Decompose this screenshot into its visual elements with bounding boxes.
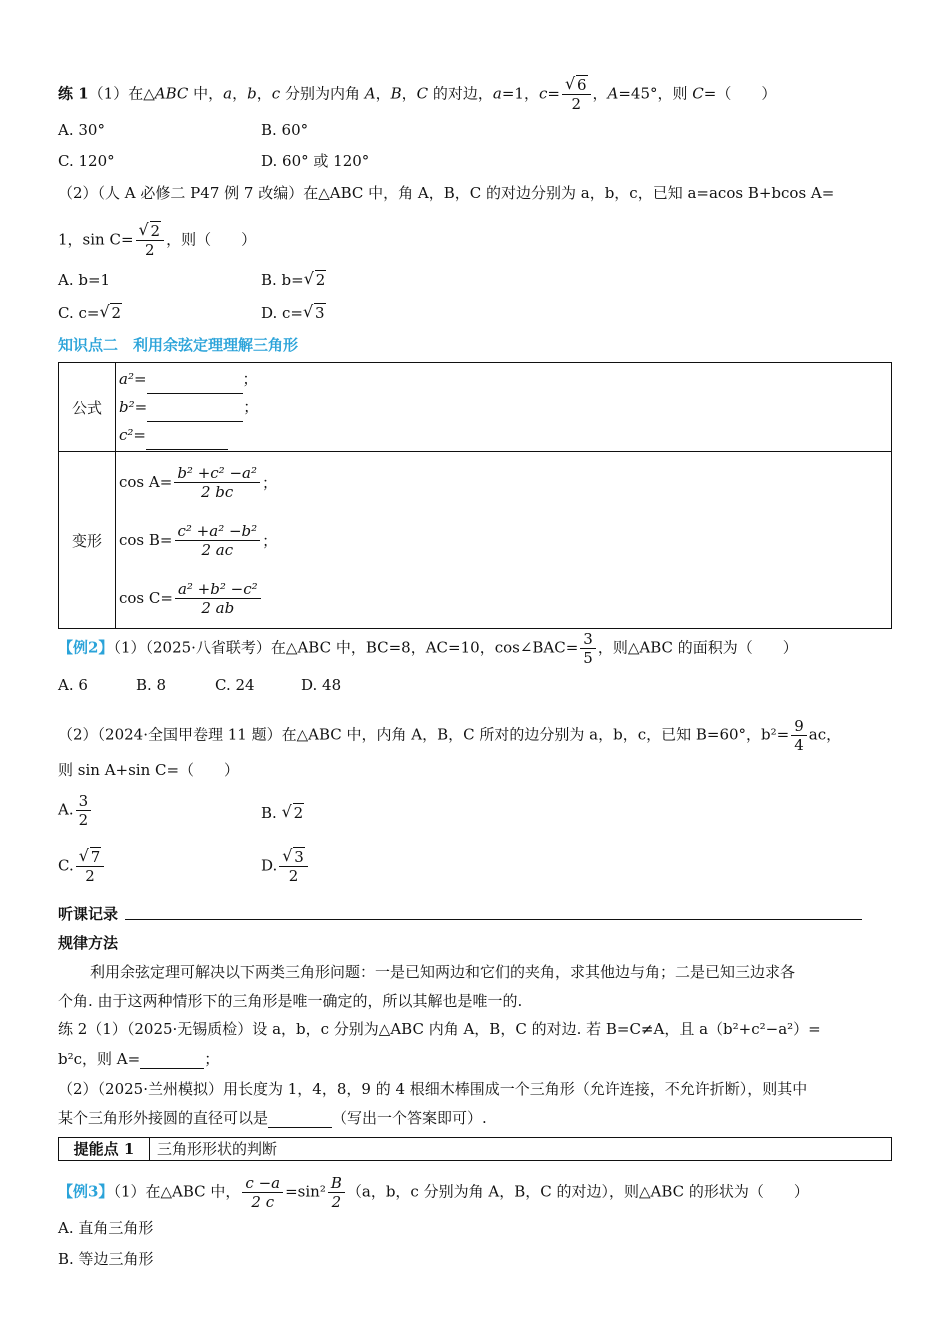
p2-l3: （2）（2025·兰州模拟）用长度为 1，4，8，9 的 4 根细木棒围成一个三角形（允许连接，不允许折断），则其中 [58, 1080, 808, 1098]
notes-line [125, 919, 862, 920]
method-text-2: 个角. 由于这两种情形下的三角形是唯一确定的，所以其解也是唯一的. [58, 992, 523, 1010]
p1-label: 练 1 [58, 84, 89, 103]
p2-l2: b²c，则 A= ； [58, 1050, 220, 1068]
ex2-q2-opt-a: A. $\frac{3}{2}$ [58, 792, 93, 829]
cosine-law-table [58, 362, 892, 629]
p1-q2-opt-a: A. b=1 [58, 271, 111, 289]
ex2-q2-line2: 则 sin A+sin C=（ ） [58, 761, 240, 779]
p1-opt-b: B. 60° [261, 121, 309, 139]
fraction-sqrt6-over-2: √ $\frac{6}{2}$ [562, 76, 591, 113]
p1-q2-line2: 1，sin C= √ $\frac{2}{2}$ ，则（ ） [58, 222, 256, 259]
p1-q2-opt-b: B. b=√ 2 [261, 270, 326, 290]
ex2-q2-opt-b: B. √ 2 [261, 803, 304, 823]
p1-opt-c: C. 120° [58, 152, 115, 170]
skill-point-1-title: 三角形形状的判断 [157, 1140, 278, 1158]
ex3-q: 【例3】（1）在△ABC 中， $\frac{c -a}{2 c}$ =sin² $\frac{B}{2}$ （a，b，c 分别为角 A，B，C 的对边），则△ABC 的形状为（ ） [58, 1174, 809, 1211]
cosA-formula: cos A= $\frac{\text{b² +c² −a²}}{2 bc}$ ； [119, 463, 277, 501]
p2-blank-2 [268, 1113, 332, 1128]
ex2-q1: 【例2】（1）（2025·八省联考）在△ABC 中，BC=8，AC=10，cos∠BAC= $\frac{3}{5}$ ，则△ABC 的面积为（ ） [58, 630, 798, 667]
ex2-q2: （2）（2024·全国甲卷理 11 题）在△ABC 中，内角 A，B，C 所对的边分别为 a，b，c，已知 B=60°，b²= $\frac{9}{4}$ ac， [58, 717, 842, 754]
ex3-opt-a: A. 直角三角形 [58, 1219, 154, 1237]
cosC-formula: cos C= $\frac{\text{a² +b² −c²}}{2 ab}$ [117, 569, 890, 627]
sqrt-symbol: √ 6 [565, 76, 588, 94]
p1-q2-opt-d: D. c=√ 3 [261, 303, 326, 323]
p2-l1: 练 2（1）（2025·无锡质检）设 a，b，c 分别为△ABC 内角 A，B，C 的对边. 若 B=C≠A，且 a（b²+c²−a²）= [58, 1020, 821, 1038]
p1-q2-opt-c: C. c=√ 2 [58, 303, 122, 323]
fraction-sqrt2-over-2: √ $\frac{2}{2}$ [136, 222, 165, 259]
knowledge-point-2-title: 知识点二 利用余弦定理理解三角形 [58, 336, 299, 354]
ex2-q1-options: A. 6 B. 8 C. 24 D. 48 [58, 676, 342, 694]
transform-label: 变形 [59, 452, 116, 629]
p1-opt-d: D. 60° 或 120° [261, 152, 370, 170]
skill-point-1-label: 提能点 1 [59, 1138, 150, 1160]
ex2-label: 【例2】 [58, 638, 114, 657]
p2-blank-1 [140, 1054, 204, 1069]
formula-label: 公式 [59, 363, 116, 452]
formula-a2: a²= ； [117, 364, 890, 394]
p1-q2-line1: （2）（人 A 必修二 P47 例 7 改编）在△ABC 中，角 A，B，C 的对边分别为 a，b，c，已知 a=acos B+bcos A= [58, 184, 835, 202]
notes-label: 听课记录 [58, 905, 119, 923]
p1-opt-a: A. 30° [58, 121, 105, 139]
ex3-label: 【例3】 [58, 1182, 114, 1201]
method-text-1: 利用余弦定理可解决以下两类三角形问题：一是已知两边和它们的夹角，求其他边与角；二是已知三边求各 [90, 963, 796, 981]
formula-b2: b²= ； [117, 392, 890, 422]
blank-c2 [146, 435, 228, 450]
method-title: 规律方法 [58, 934, 119, 952]
ex2-q2-opt-c: C. √ $\frac{7}{2}$ [58, 848, 106, 885]
formula-c2: c²= [117, 420, 890, 450]
skill-point-1-bar [58, 1137, 892, 1161]
ex2-q2-opt-d: D. √ $\frac{3}{2}$ [261, 848, 310, 885]
ex3-opt-b: B. 等边三角形 [58, 1250, 154, 1268]
p2-l4: 某个三角形外接圆的直径可以是 （写出一个答案即可）. [58, 1109, 487, 1127]
cosB-formula: cos B= $\frac{\text{c² +a² −b²}}{2 ac}$ ； [119, 521, 278, 559]
p1-q1: 练 1（1）在△ABC 中，a，b，c 分别为内角 A，B，C 的对边，a=1，c= √ $\frac{6}{2}$ ，A=45°，则 C=（ ） [58, 76, 776, 113]
